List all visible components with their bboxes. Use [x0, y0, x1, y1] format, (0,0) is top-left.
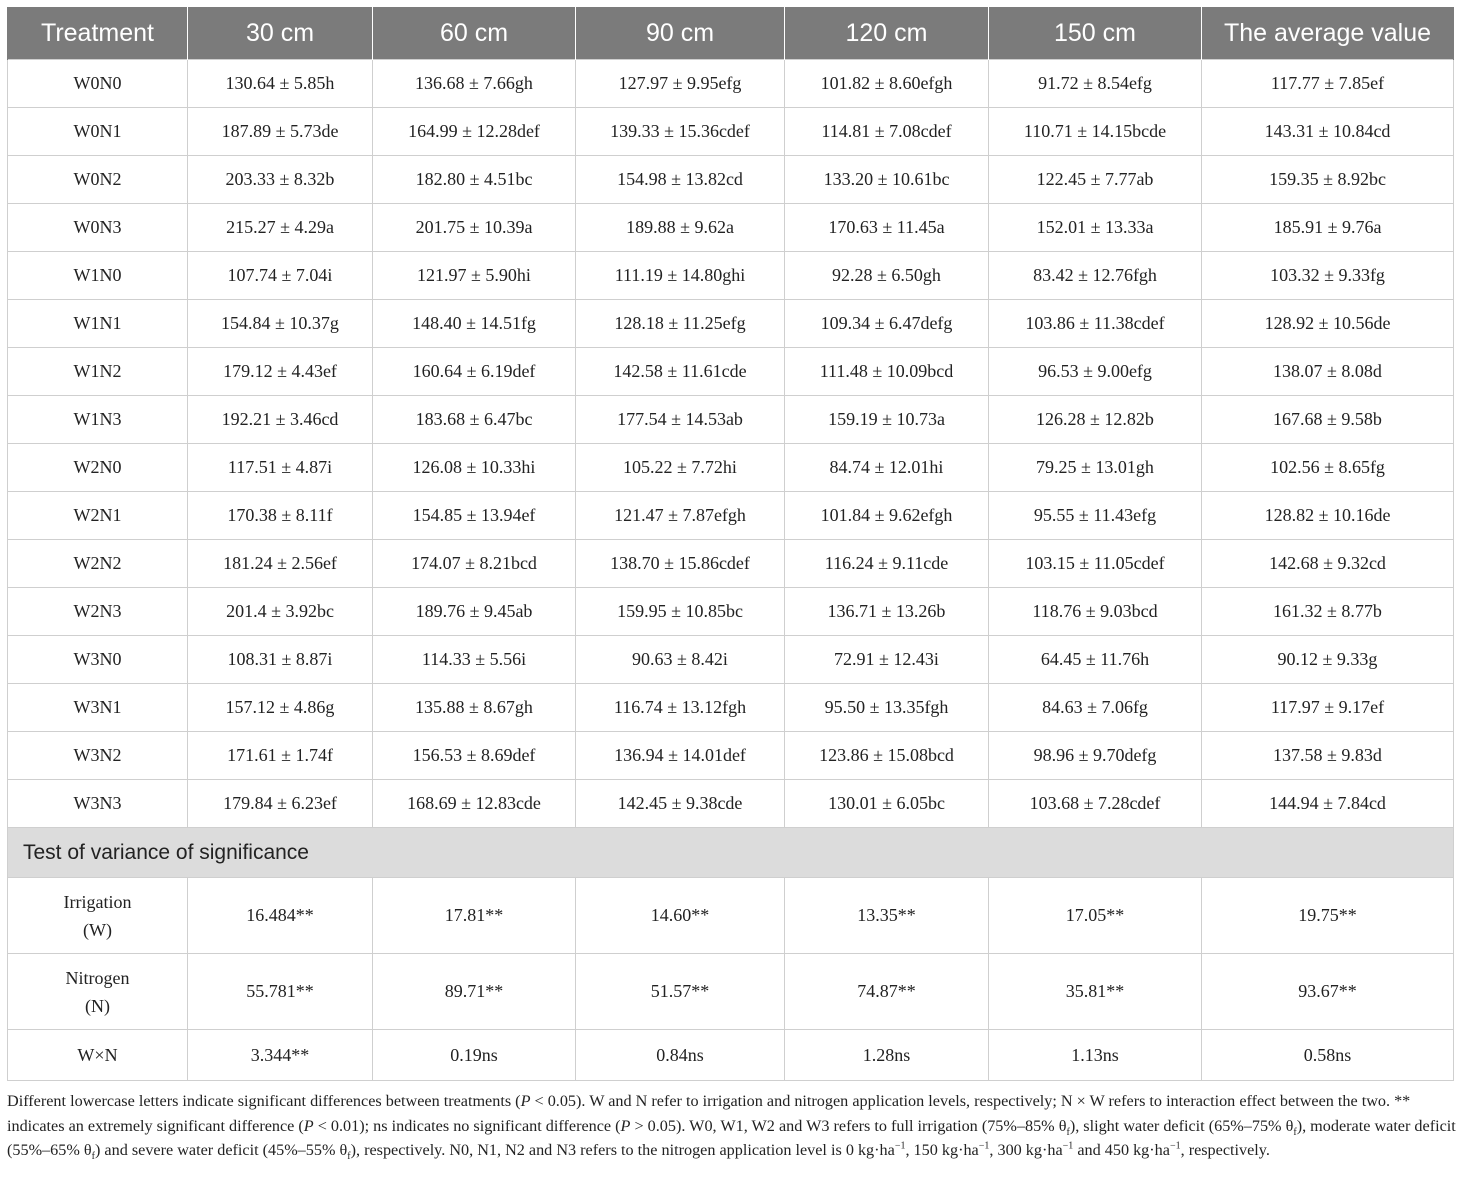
footnote-text: < 0.05). W and N refer to irrigation and nitrogen application levels, respectively; N × W refers to interaction effect between the two. ** indicates an extremely significant difference ( [7, 1092, 1411, 1135]
table-cell: 103.15 ± 11.05cdef [989, 540, 1202, 588]
table-cell: 144.94 ± 7.84cd [1202, 780, 1454, 828]
table-cell: 126.28 ± 12.82b [989, 396, 1202, 444]
table-cell: 84.74 ± 12.01hi [785, 444, 989, 492]
column-header: 60 cm [373, 7, 576, 60]
table-row [8, 780, 1454, 828]
anova-label-line: (W) [83, 919, 112, 940]
footnote-text: ) and severe water deficit (45%–55% θ [94, 1141, 348, 1159]
table-cell: 116.24 ± 9.11cde [785, 540, 989, 588]
table-cell: 185.91 ± 9.76a [1202, 204, 1454, 252]
table-cell: 111.48 ± 10.09bcd [785, 348, 989, 396]
table-row [8, 492, 1454, 540]
table-cell: 171.61 ± 1.74f [188, 732, 373, 780]
table-cell: 159.35 ± 8.92bc [1202, 156, 1454, 204]
footnote-superscript: −1 [894, 1140, 906, 1152]
table-cell: 117.51 ± 4.87i [188, 444, 373, 492]
table-row [8, 60, 1454, 108]
footnote-text: , 300 kg·ha [989, 1141, 1063, 1159]
table-cell: 114.81 ± 7.08cdef [785, 108, 989, 156]
footnote-text: , 150 kg·ha [905, 1141, 979, 1159]
anova-value: 0.58ns [1202, 1030, 1454, 1081]
table-cell: 138.07 ± 8.08d [1202, 348, 1454, 396]
table-row [8, 684, 1454, 732]
footnote-subscript: f [1293, 1126, 1297, 1138]
anova-value: 0.19ns [373, 1030, 576, 1081]
anova-value: 1.13ns [989, 1030, 1202, 1081]
column-header: 120 cm [785, 7, 989, 60]
table-body [8, 60, 1454, 1081]
table-cell: 103.86 ± 11.38cdef [989, 300, 1202, 348]
column-header: 150 cm [989, 7, 1202, 60]
footnote-text: ), respectively. N0, N1, N2 and N3 refers to the nitrogen application level is 0 kg·ha [350, 1141, 895, 1159]
table-cell: 101.84 ± 9.62efgh [785, 492, 989, 540]
table-cell: 111.19 ± 14.80ghi [576, 252, 785, 300]
table-cell: W3N0 [8, 636, 188, 684]
anova-label-line: (N) [85, 995, 110, 1016]
table-cell: 121.47 ± 7.87efgh [576, 492, 785, 540]
table-cell: 154.84 ± 10.37g [188, 300, 373, 348]
table-cell: 96.53 ± 9.00efg [989, 348, 1202, 396]
table-row [8, 444, 1454, 492]
table-row [8, 636, 1454, 684]
table-row [8, 588, 1454, 636]
table-cell: 116.74 ± 13.12fgh [576, 684, 785, 732]
table-footnote [7, 1089, 1457, 1163]
table-cell: 126.08 ± 10.33hi [373, 444, 576, 492]
table-cell: 103.32 ± 9.33fg [1202, 252, 1454, 300]
table-cell: 110.71 ± 14.15bcde [989, 108, 1202, 156]
footnote-italic-p: P [520, 1092, 531, 1110]
table-cell: 174.07 ± 8.21bcd [373, 540, 576, 588]
table-cell: 122.45 ± 7.77ab [989, 156, 1202, 204]
table-cell: 160.64 ± 6.19def [373, 348, 576, 396]
column-header: Treatment [8, 7, 188, 60]
table-cell: W3N1 [8, 684, 188, 732]
anova-row-interaction [8, 1030, 1454, 1081]
footnote-superscript: −1 [978, 1140, 990, 1152]
anova-value: 17.81** [373, 878, 576, 954]
anova-label-line: Nitrogen [65, 967, 130, 988]
table-cell: 168.69 ± 12.83cde [373, 780, 576, 828]
table-cell: 192.21 ± 3.46cd [188, 396, 373, 444]
table-cell: 135.88 ± 8.67gh [373, 684, 576, 732]
anova-value: 13.35** [785, 878, 989, 954]
anova-row-irrigation [8, 878, 1454, 954]
footnote-italic-p: P [303, 1116, 314, 1135]
table-cell: 156.53 ± 8.69def [373, 732, 576, 780]
table-cell: 201.4 ± 3.92bc [188, 588, 373, 636]
table-cell: W1N1 [8, 300, 188, 348]
anova-value: 3.344** [188, 1030, 373, 1081]
table-row [8, 732, 1454, 780]
table-cell: 117.97 ± 9.17ef [1202, 684, 1454, 732]
table-row [8, 396, 1454, 444]
footnote-superscript: −1 [1169, 1140, 1181, 1152]
table-cell: 128.82 ± 10.16de [1202, 492, 1454, 540]
footnote-text: , respectively. [1180, 1141, 1270, 1159]
table-cell: 143.31 ± 10.84cd [1202, 108, 1454, 156]
table-cell: 142.68 ± 9.32cd [1202, 540, 1454, 588]
table-cell: 64.45 ± 11.76h [989, 636, 1202, 684]
table-cell: 157.12 ± 4.86g [188, 684, 373, 732]
table-cell: 90.63 ± 8.42i [576, 636, 785, 684]
table-cell: 181.24 ± 2.56ef [188, 540, 373, 588]
table-cell: 133.20 ± 10.61bc [785, 156, 989, 204]
table-cell: 79.25 ± 13.01gh [989, 444, 1202, 492]
table-cell: 136.71 ± 13.26b [785, 588, 989, 636]
table-cell: 189.88 ± 9.62a [576, 204, 785, 252]
footnote-text: < 0.01); ns indicates no significant difference ( [313, 1116, 621, 1135]
anova-value: 74.87** [785, 954, 989, 1030]
table-cell: 130.64 ± 5.85h [188, 60, 373, 108]
table-row [8, 156, 1454, 204]
table-cell: 152.01 ± 13.33a [989, 204, 1202, 252]
table-cell: 203.33 ± 8.32b [188, 156, 373, 204]
table-cell: 102.56 ± 8.65fg [1202, 444, 1454, 492]
table-cell: 108.31 ± 8.87i [188, 636, 373, 684]
table-cell: 159.95 ± 10.85bc [576, 588, 785, 636]
table-cell: W1N0 [8, 252, 188, 300]
table-cell: 142.45 ± 9.38cde [576, 780, 785, 828]
anova-value: 17.05** [989, 878, 1202, 954]
anova-label [8, 878, 188, 954]
table-cell: W2N1 [8, 492, 188, 540]
footnote-text: ), slight water deficit (65%–75% θ [1069, 1116, 1294, 1135]
table-row [8, 300, 1454, 348]
table-cell: W2N0 [8, 444, 188, 492]
table-cell: 136.68 ± 7.66gh [373, 60, 576, 108]
footnote-text: > 0.05). W0, W1, W2 and W3 refers to full irrigation (75%–85% θ [630, 1116, 1067, 1135]
footnote-italic-p: P [620, 1116, 631, 1135]
table-cell: 121.97 ± 5.90hi [373, 252, 576, 300]
table-cell: 128.92 ± 10.56de [1202, 300, 1454, 348]
anova-value: 1.28ns [785, 1030, 989, 1081]
table-cell: 103.68 ± 7.28cdef [989, 780, 1202, 828]
table-cell: 182.80 ± 4.51bc [373, 156, 576, 204]
table-cell: 109.34 ± 6.47defg [785, 300, 989, 348]
table-cell: 154.98 ± 13.82cd [576, 156, 785, 204]
column-header: 30 cm [188, 7, 373, 60]
table-cell: 101.82 ± 8.60efgh [785, 60, 989, 108]
table-cell: 95.50 ± 13.35fgh [785, 684, 989, 732]
table-cell: 83.42 ± 12.76fgh [989, 252, 1202, 300]
table-cell: 105.22 ± 7.72hi [576, 444, 785, 492]
table-cell: W3N2 [8, 732, 188, 780]
column-header: 90 cm [576, 7, 785, 60]
anova-label [8, 954, 188, 1030]
table-cell: 154.85 ± 13.94ef [373, 492, 576, 540]
table-cell: 130.01 ± 6.05bc [785, 780, 989, 828]
table-cell: 98.96 ± 9.70defg [989, 732, 1202, 780]
table-cell: 136.94 ± 14.01def [576, 732, 785, 780]
table-cell: W3N3 [8, 780, 188, 828]
table-cell: 139.33 ± 15.36cdef [576, 108, 785, 156]
table-cell: W0N0 [8, 60, 188, 108]
anova-value: 93.67** [1202, 954, 1454, 1030]
table-cell: 215.27 ± 4.29a [188, 204, 373, 252]
section-header-row [8, 828, 1454, 878]
table-row [8, 252, 1454, 300]
table-cell: 187.89 ± 5.73de [188, 108, 373, 156]
table-cell: 189.76 ± 9.45ab [373, 588, 576, 636]
footnote-text: and 450 kg·ha [1073, 1141, 1170, 1159]
table-cell: 117.77 ± 7.85ef [1202, 60, 1454, 108]
table-cell: W0N2 [8, 156, 188, 204]
table-cell: W2N3 [8, 588, 188, 636]
table-cell: 148.40 ± 14.51fg [373, 300, 576, 348]
table-cell: 183.68 ± 6.47bc [373, 396, 576, 444]
table-cell: W1N2 [8, 348, 188, 396]
footnote-subscript: f [91, 1151, 95, 1163]
section-title: Test of variance of significance [8, 828, 1454, 878]
header-row [8, 7, 1454, 60]
anova-value: 51.57** [576, 954, 785, 1030]
table-cell: 123.86 ± 15.08bcd [785, 732, 989, 780]
anova-value: 0.84ns [576, 1030, 785, 1081]
table-cell: W1N3 [8, 396, 188, 444]
table-cell: 142.58 ± 11.61cde [576, 348, 785, 396]
table-row [8, 204, 1454, 252]
table-row [8, 348, 1454, 396]
table-cell: 164.99 ± 12.28def [373, 108, 576, 156]
table-cell: 118.76 ± 9.03bcd [989, 588, 1202, 636]
table-row [8, 108, 1454, 156]
table-cell: 167.68 ± 9.58b [1202, 396, 1454, 444]
table-cell: W0N3 [8, 204, 188, 252]
anova-value: 14.60** [576, 878, 785, 954]
anova-value: 55.781** [188, 954, 373, 1030]
table-cell: 201.75 ± 10.39a [373, 204, 576, 252]
table-row [8, 540, 1454, 588]
table-cell: 179.12 ± 4.43ef [188, 348, 373, 396]
anova-label: W×N [8, 1030, 188, 1081]
column-header: The average value [1202, 7, 1454, 60]
data-table-container [7, 7, 1453, 1081]
table-cell: 92.28 ± 6.50gh [785, 252, 989, 300]
table-cell: 91.72 ± 8.54efg [989, 60, 1202, 108]
footnote-text: ), moderate water deficit (55%–65% θ [7, 1116, 1456, 1159]
table-cell: 128.18 ± 11.25efg [576, 300, 785, 348]
footnote-text: Different lowercase letters indicate significant differences between treatments ( [7, 1092, 521, 1110]
data-table [7, 7, 1454, 1081]
table-cell: 84.63 ± 7.06fg [989, 684, 1202, 732]
table-cell: W2N2 [8, 540, 188, 588]
table-cell: 137.58 ± 9.83d [1202, 732, 1454, 780]
table-cell: W0N1 [8, 108, 188, 156]
anova-row-nitrogen [8, 954, 1454, 1030]
table-cell: 127.97 ± 9.95efg [576, 60, 785, 108]
table-cell: 170.63 ± 11.45a [785, 204, 989, 252]
anova-value: 19.75** [1202, 878, 1454, 954]
table-cell: 90.12 ± 9.33g [1202, 636, 1454, 684]
table-cell: 107.74 ± 7.04i [188, 252, 373, 300]
footnote-subscript: f [1066, 1126, 1070, 1138]
anova-value: 89.71** [373, 954, 576, 1030]
footnote-subscript: f [347, 1151, 351, 1163]
table-cell: 95.55 ± 11.43efg [989, 492, 1202, 540]
anova-label-line: Irrigation [63, 891, 132, 912]
table-cell: 72.91 ± 12.43i [785, 636, 989, 684]
footnote-superscript: −1 [1062, 1140, 1074, 1152]
table-cell: 161.32 ± 8.77b [1202, 588, 1454, 636]
table-cell: 179.84 ± 6.23ef [188, 780, 373, 828]
table-cell: 114.33 ± 5.56i [373, 636, 576, 684]
table-cell: 170.38 ± 8.11f [188, 492, 373, 540]
table-cell: 138.70 ± 15.86cdef [576, 540, 785, 588]
anova-value: 35.81** [989, 954, 1202, 1030]
anova-value: 16.484** [188, 878, 373, 954]
table-cell: 177.54 ± 14.53ab [576, 396, 785, 444]
table-cell: 159.19 ± 10.73a [785, 396, 989, 444]
